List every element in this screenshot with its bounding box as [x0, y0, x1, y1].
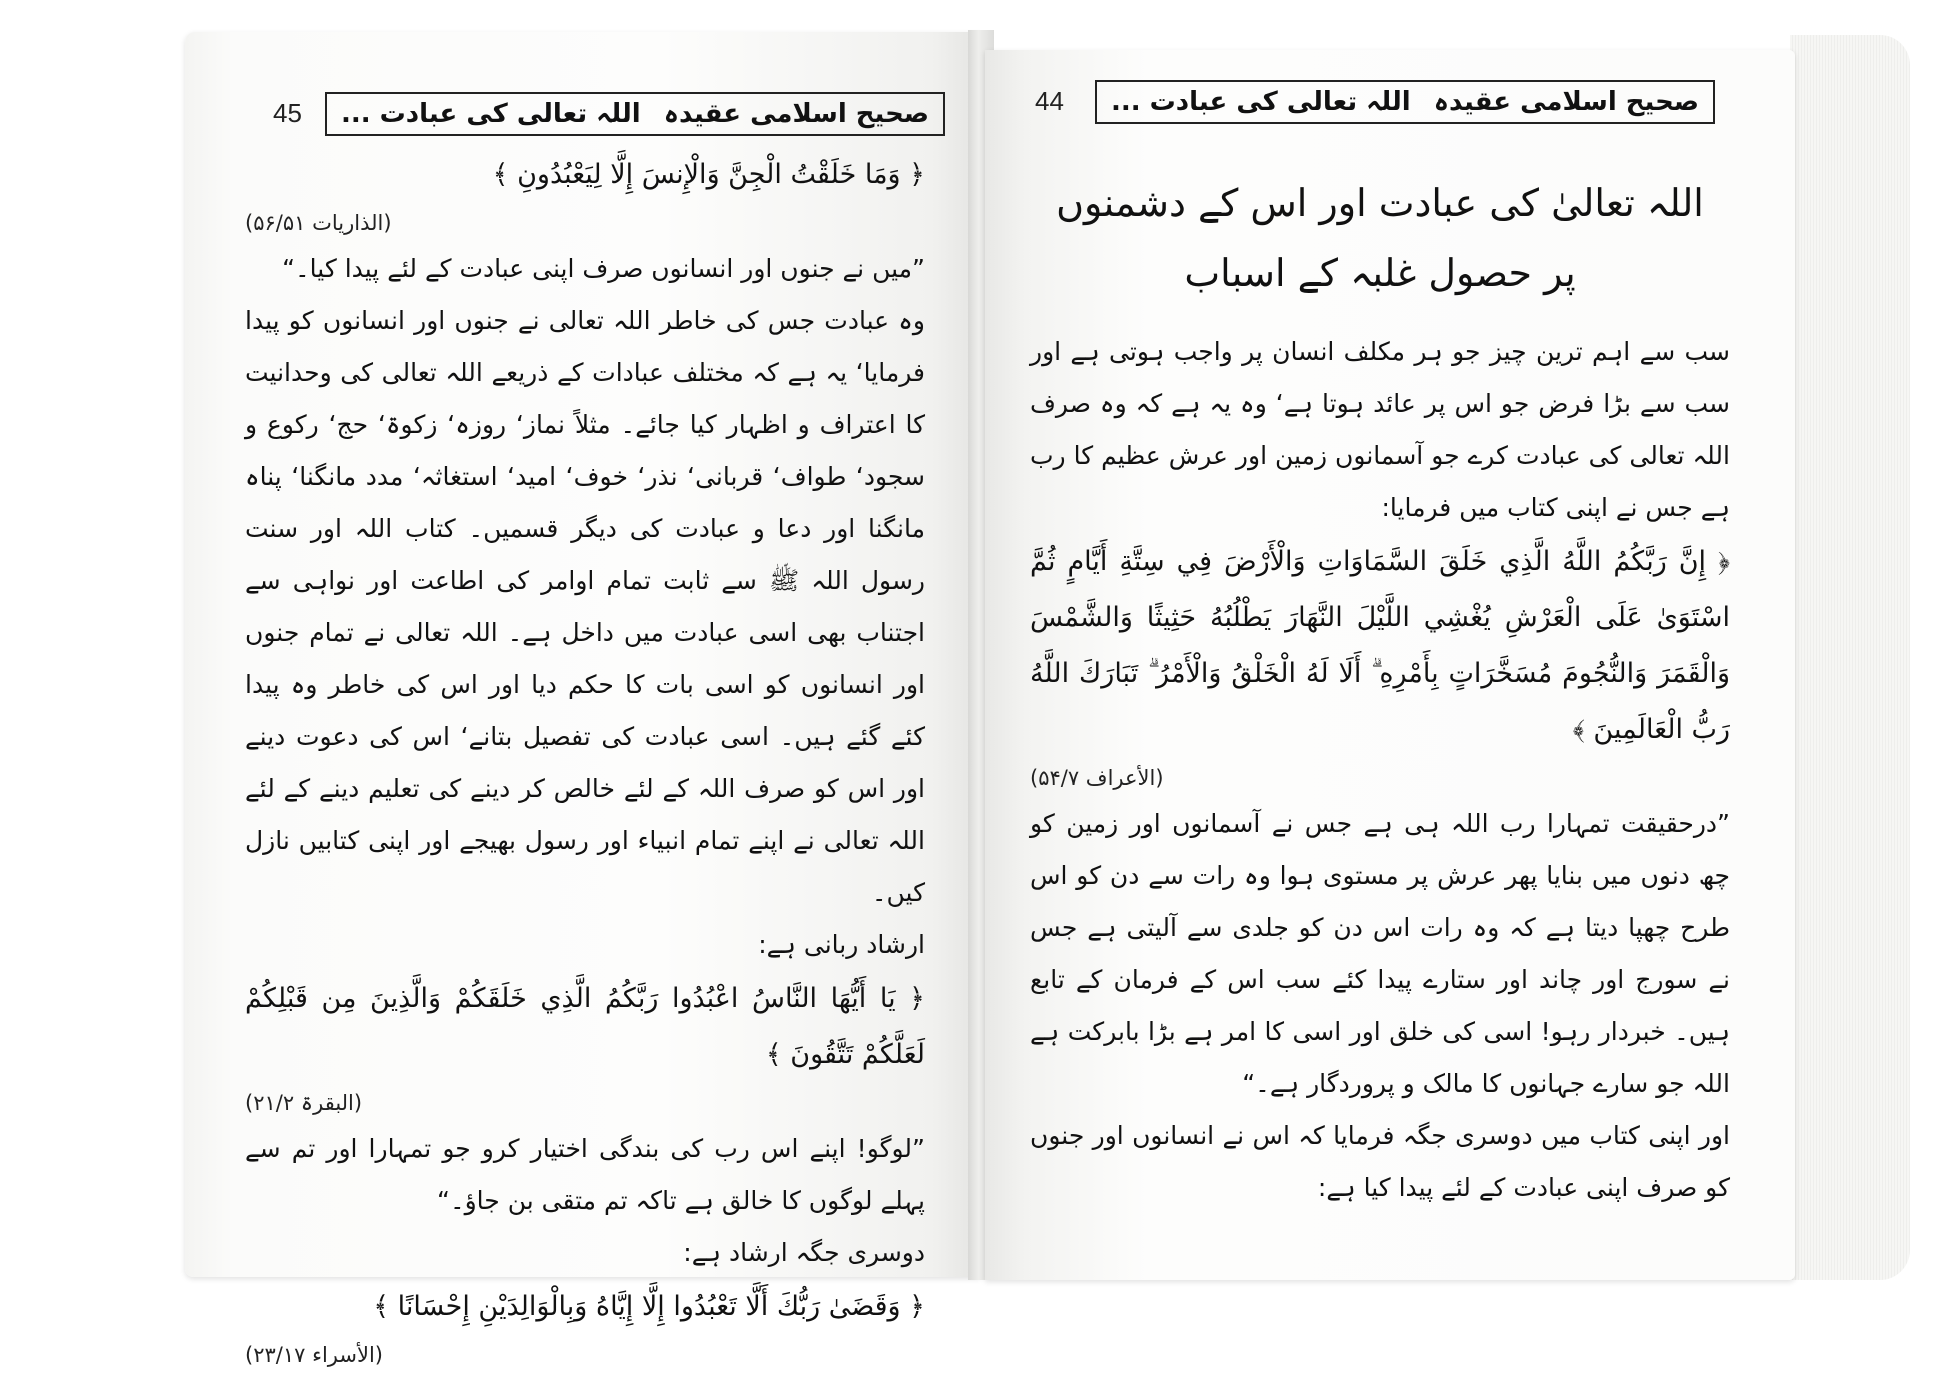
header-book-title: صحیح اسلامی عقیدہ: [663, 99, 929, 129]
left-page: [185, 32, 980, 1367]
intro-line: دوسری جگہ ارشاد ہے:: [683, 1238, 925, 1267]
running-header-right: [1095, 80, 1715, 124]
quran-verse: ﴿ وَقَضَىٰ رَبُّكَ أَلَّا تَعْبُدُوا إِلَّا إِيَّاهُ وَبِالْوَالِدَيْنِ إِحْسَانًا ﴾: [373, 1291, 925, 1322]
chapter-title-line-2: پر حصول غلبہ کے اسباب: [1184, 251, 1576, 295]
left-page-body: [245, 147, 925, 1375]
verse-translation: ”میں نے جنوں اور انسانوں صرف اپنی عبادت کے لئے پیدا کیا۔“: [282, 254, 925, 283]
page-number-left: 45: [273, 98, 302, 128]
verse-translation: ”لوگو! اپنے اس رب کی بندگی اختیار کرو جو تمہارا اور تم سے پہلے لوگوں کا خالق ہے تاکہ تم متقی بن جاؤ۔“: [245, 1134, 925, 1215]
verse-reference: (الأسراء ۲۳/۱۷): [245, 1343, 383, 1367]
right-page: [985, 50, 1795, 1280]
paragraph: وہ عبادت جس کی خاطر اللہ تعالی نے جنوں اور انسانوں کو پیدا فرمایا‘ یہ ہے کہ مختلف عبادات کے ذریعے اللہ تعالی کی وحدانیت کا اعتراف و اظہار کیا جائے۔ مثلاً نماز‘ روزہ‘ زکوۃ‘ حج‘ رکوع و سجود‘ طواف‘ قربانی‘ نذر‘ خوف‘ امید‘ استغاثہ‘ مدد مانگنا‘ پناہ مانگنا اور دعا و عبادت کی دیگر قسمیں۔ کتاب اللہ اور سنت رسول اللہ ﷺ سے ثابت تمام اوامر کی اطاعت اور نواہی سے اجتناب بھی اسی عبادت میں داخل ہے۔ اللہ تعالی نے تمام جنوں اور انسانوں کو اسی بات کا حکم دیا اور اس کی خاطر وہ پیدا کئے گئے ہیں۔ اسی عبادت کی تفصیل بتانے‘ اس کی دعوت دینے اور اس کو صرف اللہ کے لئے خالص کر دینے کی تعلیم دینے کے لئے اللہ تعالی نے اپنے تمام انبیاء اور رسول بھیجے اور اپنی کتابیں نازل کیں۔: [245, 306, 925, 907]
running-header-left: [325, 92, 945, 136]
header-book-title: صحیح اسلامی عقیدہ: [1433, 87, 1699, 117]
verse-reference: (الأعراف ۵۴/۷): [1030, 766, 1164, 790]
header-chapter-title: اللہ تعالی کی عبادت ...: [341, 99, 641, 129]
chapter-title-line-1: اللہ تعالیٰ کی عبادت اور اس کے دشمنوں: [1056, 181, 1704, 225]
verse-translation: ”درحقیقت تمہارا رب اللہ ہی ہے جس نے آسمانوں اور زمین کو چھ دنوں میں بنایا پھر عرش پر مستوی ہوا وہ رات سے دن کو اس طرح چھپا دیتا ہے کہ وہ رات اس دن کو جلدی سے آلیتی ہے جس نے سورج اور چاند اور ستارے پیدا کئے سب اس کے فرمان کے تابع ہیں۔ خبردار رہو! اسی کی خلق اور اسی کا امر ہے بڑا بابرکت ہے اللہ جو سارے جہانوں کا مالک و پروردگار ہے۔“: [1030, 809, 1730, 1098]
quran-verse: ﴿ يَا أَيُّهَا النَّاسُ اعْبُدُوا رَبَّكُمُ الَّذِي خَلَقَكُمْ وَالَّذِينَ مِن قَبْلِكُمْ لَعَلَّكُمْ تَتَّقُونَ ﴾: [245, 983, 925, 1070]
quran-verse: ﴿ وَمَا خَلَقْتُ الْجِنَّ وَالْإِنسَ إِلَّا لِيَعْبُدُونِ ﴾: [492, 159, 925, 190]
verse-reference: (البقرۃ ۲۱/۲): [245, 1091, 363, 1115]
chapter-title: [1030, 168, 1730, 308]
page-number-right: 44: [1035, 86, 1064, 116]
paragraph: اور اپنی کتاب میں دوسری جگہ فرمایا کہ اس نے انسانوں اور جنوں کو صرف اپنی عبادت کے لئے پیدا کیا ہے:: [1030, 1121, 1730, 1202]
paragraph: سب سے اہم ترین چیز جو ہر مکلف انسان پر واجب ہوتی ہے اور سب سے بڑا فرض جو اس پر عائد ہوتا ہے‘ وہ یہ ہے کہ وہ صرف اللہ تعالی کی عبادت کرے جو آسمانوں زمین اور عرش عظیم کا رب ہے جس نے اپنی کتاب میں فرمایا:: [1030, 337, 1730, 522]
quran-verse: ﴿ إِنَّ رَبَّكُمُ اللَّهُ الَّذِي خَلَقَ السَّمَاوَاتِ وَالْأَرْضَ فِي سِتَّةِ أَيَّامٍ ثُمَّ اسْتَوَىٰ عَلَى الْعَرْشِ يُغْشِي اللَّيْلَ النَّهَارَ يَطْلُبُهُ حَثِيثًا وَالشَّمْسَ وَالْقَمَرَ وَالنُّجُومَ مُسَخَّرَاتٍ بِأَمْرِهِ ۗ أَلَا لَهُ الْخَلْقُ وَالْأَمْرُ ۗ تَبَارَكَ اللَّهُ رَبُّ الْعَالَمِينَ ﴾: [1030, 546, 1730, 745]
right-page-body: [1030, 160, 1730, 1214]
verse-reference: (الذاریات ۵۶/۵۱): [245, 211, 392, 235]
header-chapter-title: اللہ تعالی کی عبادت ...: [1111, 87, 1411, 117]
intro-line: ارشاد ربانی ہے:: [758, 930, 925, 959]
page-edges: [1790, 35, 1910, 1280]
